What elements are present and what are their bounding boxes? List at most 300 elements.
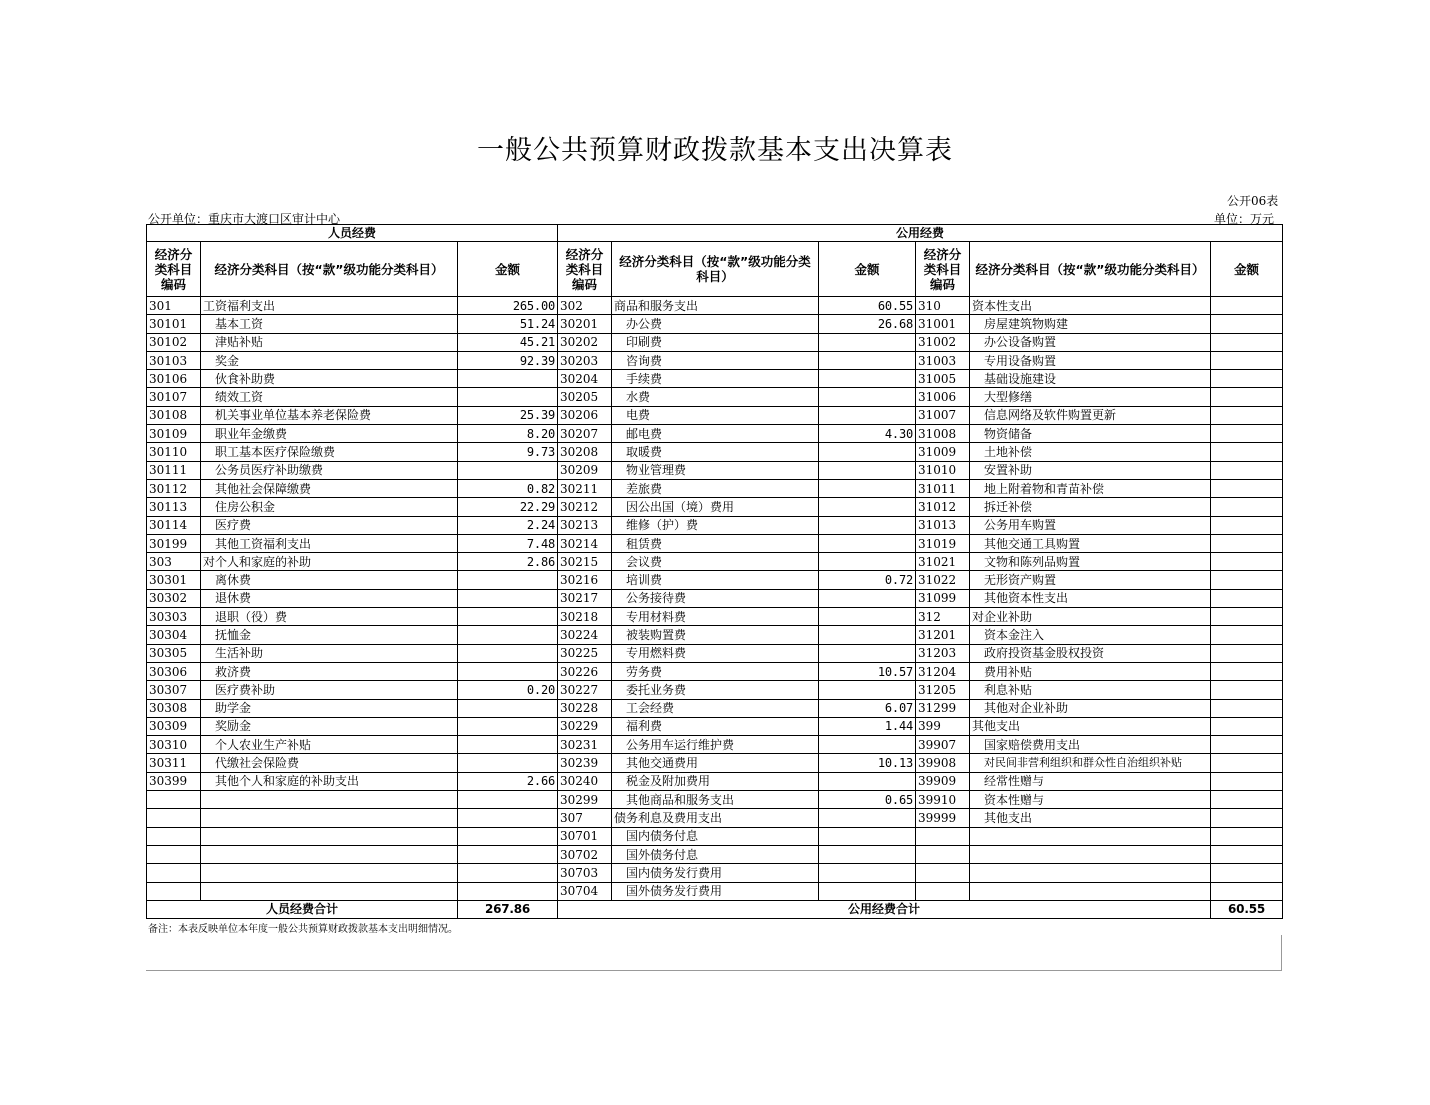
cell-subject: 经常性赠与 [970, 772, 1211, 790]
cell-subject: 生活补助 [201, 644, 458, 662]
cell-code: 30199 [147, 534, 201, 552]
group-personnel: 人员经费 [147, 225, 558, 242]
cell-subject: 差旅费 [612, 479, 819, 497]
cell-code: 39909 [916, 772, 970, 790]
header-subject: 经济分类科目（按“款”级功能分类科目） [970, 242, 1211, 297]
cell-code: 31205 [916, 681, 970, 699]
cell-amount: 2.24 [458, 516, 558, 534]
table-row [147, 827, 1283, 845]
header-code: 经济分类科目编码 [916, 242, 970, 297]
cell-subject: 资本性赠与 [970, 791, 1211, 809]
cell-code: 31009 [916, 443, 970, 461]
table-row [147, 809, 1283, 827]
cell-amount [1211, 406, 1283, 424]
cell-amount [1211, 553, 1283, 571]
cell-amount: 1.44 [819, 717, 916, 735]
cell-subject: 大型修缮 [970, 388, 1211, 406]
personnel-total-value: 267.86 [458, 900, 558, 918]
table-row [147, 443, 1283, 461]
cell-amount [1211, 626, 1283, 644]
cell-subject: 培训费 [612, 571, 819, 589]
header-subject: 经济分类科目（按“款”级功能分类科目） [612, 242, 819, 297]
cell-code: 31012 [916, 498, 970, 516]
cell-amount [458, 864, 558, 882]
cell-amount: 26.68 [819, 315, 916, 333]
cell-amount [458, 461, 558, 479]
cell-amount [1211, 516, 1283, 534]
cell-code: 30701 [558, 827, 612, 845]
cell-subject: 抚恤金 [201, 626, 458, 644]
page-title: 一般公共预算财政拨款基本支出决算表 [477, 135, 953, 166]
column-header-row [147, 242, 1283, 297]
cell-subject: 公务接待费 [612, 589, 819, 607]
cell-subject: 费用补贴 [970, 662, 1211, 680]
cell-subject: 邮电费 [612, 425, 819, 443]
cell-subject: 取暖费 [612, 443, 819, 461]
table-row [147, 461, 1283, 479]
table-row [147, 297, 1283, 315]
cell-code: 31022 [916, 571, 970, 589]
table-row [147, 791, 1283, 809]
cell-amount: 0.82 [458, 479, 558, 497]
cell-subject: 住房公积金 [201, 498, 458, 516]
cell-amount [1211, 608, 1283, 626]
totals-row [147, 900, 1283, 918]
cell-subject: 退休费 [201, 589, 458, 607]
cell-code: 31001 [916, 315, 970, 333]
cell-subject: 资本性支出 [970, 297, 1211, 315]
cell-amount [1211, 827, 1283, 845]
cell-amount [458, 754, 558, 772]
cell-amount: 8.20 [458, 425, 558, 443]
cell-code: 31002 [916, 333, 970, 351]
cell-subject [970, 827, 1211, 845]
cell-amount: 51.24 [458, 315, 558, 333]
cell-subject: 租赁费 [612, 534, 819, 552]
cell-subject: 机关事业单位基本养老保险费 [201, 406, 458, 424]
cell-code: 399 [916, 717, 970, 735]
cell-code: 30212 [558, 498, 612, 516]
table-row [147, 516, 1283, 534]
cell-code: 30106 [147, 370, 201, 388]
cell-code [916, 845, 970, 863]
cell-amount [819, 882, 916, 900]
cell-subject: 其他对企业补助 [970, 699, 1211, 717]
cell-code: 30206 [558, 406, 612, 424]
cell-code: 312 [916, 608, 970, 626]
cell-amount [458, 717, 558, 735]
cell-code: 30304 [147, 626, 201, 644]
cell-amount [1211, 571, 1283, 589]
cell-code: 30306 [147, 662, 201, 680]
cell-amount [1211, 461, 1283, 479]
cell-code: 30208 [558, 443, 612, 461]
cell-subject: 职工基本医疗保险缴费 [201, 443, 458, 461]
cell-amount: 2.86 [458, 553, 558, 571]
cell-amount: 25.39 [458, 406, 558, 424]
cell-amount [458, 589, 558, 607]
cell-subject: 代缴社会保险费 [201, 754, 458, 772]
cell-subject: 离休费 [201, 571, 458, 589]
cell-code: 31299 [916, 699, 970, 717]
cell-amount: 9.73 [458, 443, 558, 461]
cell-code: 30302 [147, 589, 201, 607]
cell-code [147, 809, 201, 827]
cell-subject: 办公费 [612, 315, 819, 333]
cell-amount [819, 443, 916, 461]
cell-code: 30205 [558, 388, 612, 406]
cell-subject: 对民间非营利组织和群众性自治组织补贴 [970, 754, 1211, 772]
cell-amount: 0.72 [819, 571, 916, 589]
cell-subject: 国家赔偿费用支出 [970, 736, 1211, 754]
cell-amount [1211, 443, 1283, 461]
unit-name: 公开单位：重庆市大渡口区审计中心 [148, 212, 341, 226]
cell-subject: 其他个人和家庭的补助支出 [201, 772, 458, 790]
cell-code: 30215 [558, 553, 612, 571]
cell-subject: 信息网络及软件购置更新 [970, 406, 1211, 424]
cell-subject: 国外债务付息 [612, 845, 819, 863]
cell-code: 30226 [558, 662, 612, 680]
cell-code: 30112 [147, 479, 201, 497]
cell-subject: 其他资本性支出 [970, 589, 1211, 607]
cell-code: 30101 [147, 315, 201, 333]
cell-code [147, 864, 201, 882]
group-public: 公用经费 [558, 225, 1283, 242]
cell-amount [819, 498, 916, 516]
cell-subject: 基本工资 [201, 315, 458, 333]
cell-amount [458, 644, 558, 662]
cell-code: 30203 [558, 351, 612, 369]
cell-subject: 税金及附加费用 [612, 772, 819, 790]
cell-amount [819, 351, 916, 369]
cell-subject: 医疗费补助 [201, 681, 458, 699]
cell-amount [458, 662, 558, 680]
cell-amount [1211, 297, 1283, 315]
cell-code: 30703 [558, 864, 612, 882]
cell-code: 30399 [147, 772, 201, 790]
table-row [147, 534, 1283, 552]
cell-amount [1211, 644, 1283, 662]
cell-code: 31203 [916, 644, 970, 662]
cell-amount: 7.48 [458, 534, 558, 552]
cell-code: 30227 [558, 681, 612, 699]
cell-subject: 其他社会保障缴费 [201, 479, 458, 497]
cell-code: 30239 [558, 754, 612, 772]
cell-subject: 水费 [612, 388, 819, 406]
cell-subject: 对企业补助 [970, 608, 1211, 626]
cell-subject: 国内债务付息 [612, 827, 819, 845]
cell-subject: 其他支出 [970, 809, 1211, 827]
cell-amount [819, 406, 916, 424]
cell-amount [819, 626, 916, 644]
cell-subject: 其他交通费用 [612, 754, 819, 772]
cell-code: 31099 [916, 589, 970, 607]
cell-code: 30702 [558, 845, 612, 863]
table-row [147, 571, 1283, 589]
cell-subject [201, 845, 458, 863]
cell-code [147, 845, 201, 863]
cell-code [147, 791, 201, 809]
cell-amount [819, 845, 916, 863]
cell-amount: 10.13 [819, 754, 916, 772]
cell-subject: 咨询费 [612, 351, 819, 369]
table-row [147, 717, 1283, 735]
cell-code: 30218 [558, 608, 612, 626]
cell-code: 30111 [147, 461, 201, 479]
cell-code: 30225 [558, 644, 612, 662]
cell-code: 30109 [147, 425, 201, 443]
cell-amount [458, 736, 558, 754]
cell-code: 302 [558, 297, 612, 315]
cell-code: 30305 [147, 644, 201, 662]
cell-subject: 物业管理费 [612, 461, 819, 479]
cell-amount [819, 589, 916, 607]
cell-subject: 个人农业生产补贴 [201, 736, 458, 754]
table-row [147, 608, 1283, 626]
cell-code: 30228 [558, 699, 612, 717]
cell-code: 30308 [147, 699, 201, 717]
cell-subject: 工资福利支出 [201, 297, 458, 315]
cell-amount [1211, 772, 1283, 790]
cell-subject: 资本金注入 [970, 626, 1211, 644]
cell-code [916, 882, 970, 900]
cell-subject: 伙食补助费 [201, 370, 458, 388]
table-row [147, 772, 1283, 790]
cell-code: 30110 [147, 443, 201, 461]
cell-subject: 被装购置费 [612, 626, 819, 644]
frame-line-bottom [146, 970, 1282, 971]
table-row [147, 754, 1283, 772]
cell-amount: 22.29 [458, 498, 558, 516]
header-code: 经济分类科目编码 [558, 242, 612, 297]
cell-code: 31201 [916, 626, 970, 644]
header-subject: 经济分类科目（按“款”级功能分类科目） [201, 242, 458, 297]
cell-code [147, 827, 201, 845]
cell-code: 39908 [916, 754, 970, 772]
table-row [147, 662, 1283, 680]
cell-amount [819, 644, 916, 662]
cell-subject: 安置补助 [970, 461, 1211, 479]
cell-code: 31011 [916, 479, 970, 497]
cell-subject: 奖金 [201, 351, 458, 369]
cell-subject: 工会经费 [612, 699, 819, 717]
cell-code: 30207 [558, 425, 612, 443]
cell-subject: 其他工资福利支出 [201, 534, 458, 552]
cell-subject: 职业年金缴费 [201, 425, 458, 443]
cell-code: 301 [147, 297, 201, 315]
cell-code: 31010 [916, 461, 970, 479]
table-row [147, 406, 1283, 424]
cell-code: 30102 [147, 333, 201, 351]
cell-code: 30224 [558, 626, 612, 644]
table-row [147, 553, 1283, 571]
cell-code: 31204 [916, 662, 970, 680]
cell-amount: 0.65 [819, 791, 916, 809]
cell-subject: 手续费 [612, 370, 819, 388]
expenditure-table [146, 224, 1283, 919]
cell-amount [819, 736, 916, 754]
table-row [147, 388, 1283, 406]
cell-amount [819, 608, 916, 626]
cell-subject [201, 864, 458, 882]
cell-subject: 拆迁补偿 [970, 498, 1211, 516]
cell-code: 31019 [916, 534, 970, 552]
cell-amount [1211, 736, 1283, 754]
header-code: 经济分类科目编码 [147, 242, 201, 297]
cell-subject: 奖励金 [201, 717, 458, 735]
cell-subject [201, 791, 458, 809]
cell-subject: 因公出国（境）费用 [612, 498, 819, 516]
cell-amount [1211, 717, 1283, 735]
cell-code: 30201 [558, 315, 612, 333]
cell-subject [970, 845, 1211, 863]
cell-subject: 地上附着物和青苗补偿 [970, 479, 1211, 497]
cell-code: 39907 [916, 736, 970, 754]
cell-amount [1211, 699, 1283, 717]
cell-code: 30108 [147, 406, 201, 424]
cell-amount [819, 370, 916, 388]
cell-amount [458, 699, 558, 717]
cell-amount [1211, 498, 1283, 516]
cell-amount [819, 479, 916, 497]
cell-amount [1211, 425, 1283, 443]
cell-subject: 公务用车购置 [970, 516, 1211, 534]
cell-code: 31005 [916, 370, 970, 388]
cell-amount [819, 772, 916, 790]
cell-code [147, 882, 201, 900]
cell-code: 30209 [558, 461, 612, 479]
cell-amount [1211, 589, 1283, 607]
cell-code: 31021 [916, 553, 970, 571]
cell-subject: 基础设施建设 [970, 370, 1211, 388]
cell-amount [1211, 351, 1283, 369]
cell-subject: 其他商品和服务支出 [612, 791, 819, 809]
cell-amount [1211, 882, 1283, 900]
cell-subject: 国内债务发行费用 [612, 864, 819, 882]
cell-code: 30202 [558, 333, 612, 351]
cell-code: 307 [558, 809, 612, 827]
cell-code: 30214 [558, 534, 612, 552]
cell-code: 31013 [916, 516, 970, 534]
cell-subject: 商品和服务支出 [612, 297, 819, 315]
cell-subject: 其他支出 [970, 717, 1211, 735]
cell-amount [819, 534, 916, 552]
cell-amount [819, 516, 916, 534]
cell-code: 30217 [558, 589, 612, 607]
cell-amount [1211, 534, 1283, 552]
table-row [147, 845, 1283, 863]
group-header-row [147, 225, 1283, 242]
cell-code: 303 [147, 553, 201, 571]
cell-subject: 专用燃料费 [612, 644, 819, 662]
cell-amount [458, 388, 558, 406]
cell-code: 30211 [558, 479, 612, 497]
cell-code: 30299 [558, 791, 612, 809]
table-row [147, 589, 1283, 607]
cell-amount [458, 608, 558, 626]
cell-amount [458, 845, 558, 863]
table-row [147, 351, 1283, 369]
cell-amount [1211, 754, 1283, 772]
cell-amount [1211, 809, 1283, 827]
cell-subject: 绩效工资 [201, 388, 458, 406]
cell-subject: 对个人和家庭的补助 [201, 553, 458, 571]
cell-code: 310 [916, 297, 970, 315]
cell-subject: 退职（役）费 [201, 608, 458, 626]
cell-code: 30229 [558, 717, 612, 735]
table-row [147, 699, 1283, 717]
cell-amount [819, 809, 916, 827]
cell-amount: 60.55 [819, 297, 916, 315]
frame-line-right [1281, 935, 1282, 971]
cell-subject: 委托业务费 [612, 681, 819, 699]
cell-amount [458, 882, 558, 900]
cell-code: 30113 [147, 498, 201, 516]
cell-subject: 助学金 [201, 699, 458, 717]
cell-amount: 2.66 [458, 772, 558, 790]
cell-code: 30311 [147, 754, 201, 772]
cell-amount [819, 388, 916, 406]
footnote: 备注：本表反映单位本年度一般公共预算财政拨款基本支出明细情况。 [148, 924, 458, 935]
cell-amount [458, 626, 558, 644]
cell-amount [1211, 791, 1283, 809]
cell-amount: 4.30 [819, 425, 916, 443]
cell-amount [458, 370, 558, 388]
cell-subject: 会议费 [612, 553, 819, 571]
cell-amount [819, 681, 916, 699]
cell-code: 31007 [916, 406, 970, 424]
cell-code: 30114 [147, 516, 201, 534]
cell-subject: 无形资产购置 [970, 571, 1211, 589]
cell-code: 30216 [558, 571, 612, 589]
cell-amount [1211, 479, 1283, 497]
table-row [147, 681, 1283, 699]
cell-amount [1211, 370, 1283, 388]
cell-code: 39910 [916, 791, 970, 809]
public-total-label: 公用经费合计 [558, 900, 1211, 918]
cell-subject: 办公设备购置 [970, 333, 1211, 351]
cell-amount [819, 553, 916, 571]
cell-amount [1211, 662, 1283, 680]
cell-subject [970, 864, 1211, 882]
table-row [147, 864, 1283, 882]
cell-subject [201, 827, 458, 845]
cell-subject: 公务用车运行维护费 [612, 736, 819, 754]
cell-subject [970, 882, 1211, 900]
cell-subject: 物资储备 [970, 425, 1211, 443]
cell-subject [201, 882, 458, 900]
cell-amount [819, 864, 916, 882]
table-row [147, 425, 1283, 443]
personnel-total-label: 人员经费合计 [147, 900, 458, 918]
cell-code: 31008 [916, 425, 970, 443]
cell-subject: 专用设备购置 [970, 351, 1211, 369]
cell-amount: 0.20 [458, 681, 558, 699]
cell-code: 30231 [558, 736, 612, 754]
cell-code: 30107 [147, 388, 201, 406]
cell-amount [1211, 333, 1283, 351]
cell-subject [201, 809, 458, 827]
cell-code: 30303 [147, 608, 201, 626]
cell-amount: 92.39 [458, 351, 558, 369]
cell-amount [1211, 845, 1283, 863]
cell-code: 30240 [558, 772, 612, 790]
cell-code [916, 827, 970, 845]
table-row [147, 479, 1283, 497]
cell-subject: 文物和陈列品购置 [970, 553, 1211, 571]
table-row [147, 644, 1283, 662]
cell-amount: 10.57 [819, 662, 916, 680]
